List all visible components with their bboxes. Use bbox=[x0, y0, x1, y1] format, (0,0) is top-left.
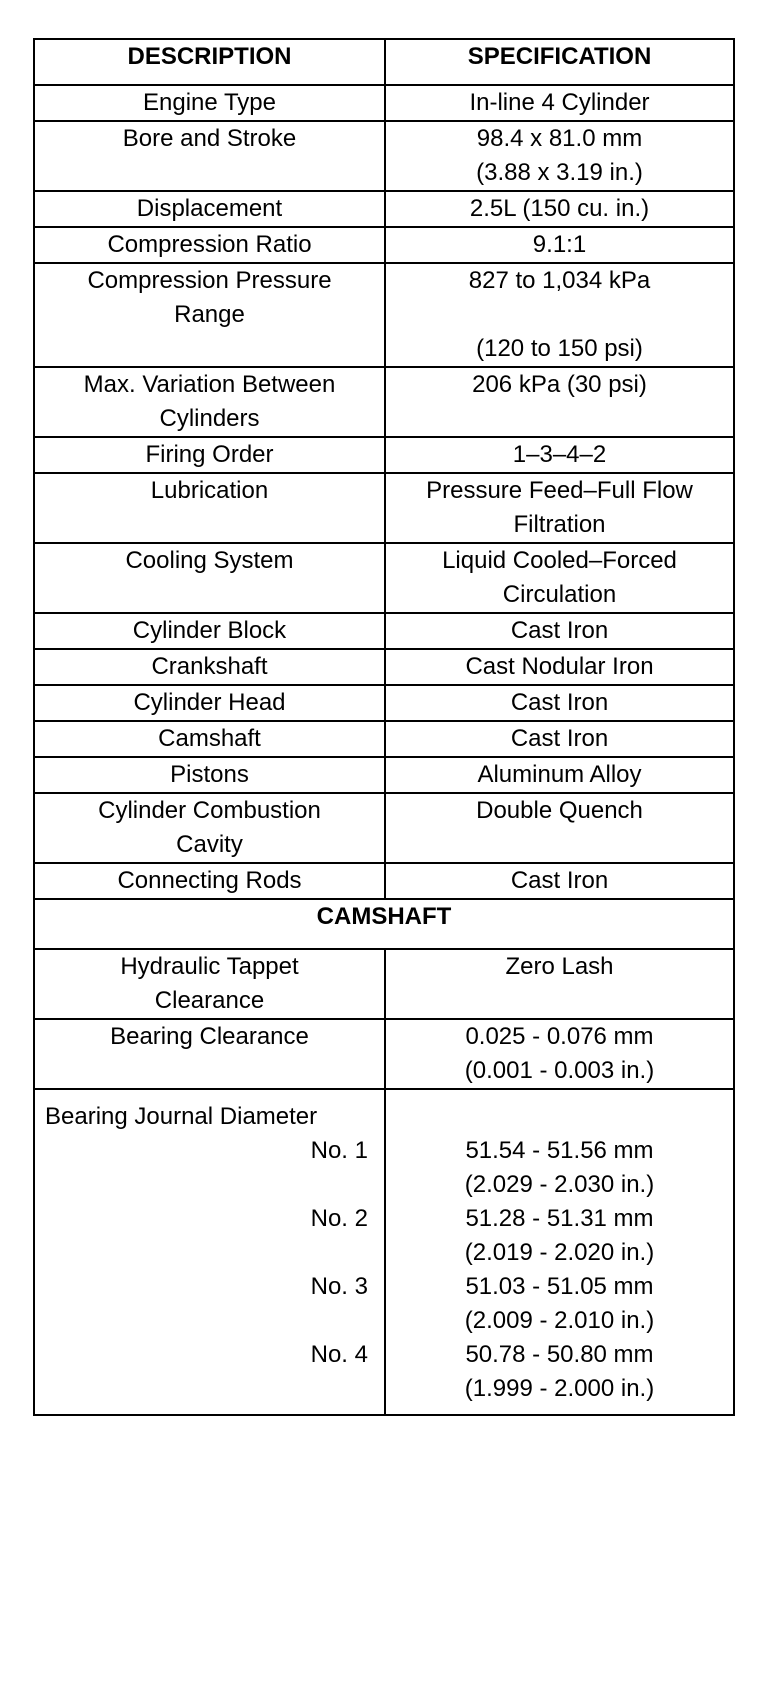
description-text: Cooling System bbox=[125, 547, 294, 574]
description-cell bbox=[34, 721, 385, 757]
journal-inch-value: (1.999 - 2.000 in.) bbox=[464, 1375, 655, 1402]
description-text: Lubrication bbox=[150, 477, 269, 504]
description-text: Firing Order bbox=[145, 441, 274, 468]
description-text: Pistons bbox=[170, 761, 249, 788]
specification-text: Filtration bbox=[513, 511, 606, 538]
description-text: Cylinder Head bbox=[133, 689, 286, 716]
spec-row bbox=[34, 437, 734, 473]
description-cell bbox=[34, 757, 385, 793]
spec-row bbox=[34, 1019, 734, 1089]
specification-cell bbox=[385, 649, 734, 685]
journal-mm-value: 51.54 - 51.56 mm bbox=[465, 1137, 654, 1164]
description-header: DESCRIPTION bbox=[34, 39, 385, 85]
description-cell bbox=[34, 191, 385, 227]
specification-cell bbox=[385, 85, 734, 121]
specification-cell bbox=[385, 685, 734, 721]
specification-cell bbox=[385, 721, 734, 757]
camshaft-section-row bbox=[34, 899, 734, 949]
journal-row bbox=[34, 1089, 734, 1415]
specification-cell bbox=[385, 793, 734, 863]
journal-inch-value: (2.009 - 2.010 in.) bbox=[464, 1307, 655, 1334]
description-text: Crankshaft bbox=[151, 653, 268, 680]
camshaft-rows bbox=[34, 949, 734, 1089]
specification-cell bbox=[385, 367, 734, 437]
specification-text: 206 kPa (30 psi) bbox=[472, 371, 647, 398]
spec-row bbox=[34, 85, 734, 121]
specification-text: 2.5L (150 cu. in.) bbox=[469, 195, 650, 222]
journal-number-label: No. 1 bbox=[310, 1137, 368, 1164]
specification-text: Cast Nodular Iron bbox=[465, 653, 654, 680]
specification-cell bbox=[385, 543, 734, 613]
specification-text: (3.88 x 3.19 in.) bbox=[476, 159, 643, 186]
description-cell bbox=[34, 473, 385, 543]
specification-cell bbox=[385, 227, 734, 263]
specification-cell bbox=[385, 191, 734, 227]
spec-row bbox=[34, 721, 734, 757]
specification-text: Cast Iron bbox=[510, 867, 609, 894]
description-cell bbox=[34, 367, 385, 437]
specification-cell bbox=[385, 949, 734, 1019]
spec-row bbox=[34, 949, 734, 1019]
spec-row bbox=[34, 649, 734, 685]
spec-row bbox=[34, 757, 734, 793]
specification-cell bbox=[385, 613, 734, 649]
description-text: Clearance bbox=[154, 987, 265, 1014]
description-text: Cylinders bbox=[159, 405, 260, 432]
description-cell bbox=[34, 263, 385, 367]
journal-specification-cell bbox=[385, 1089, 734, 1415]
description-text: Connecting Rods bbox=[117, 867, 302, 894]
specification-cell bbox=[385, 121, 734, 191]
specification-text: (0.001 - 0.003 in.) bbox=[464, 1057, 655, 1084]
journal-inch-value: (2.019 - 2.020 in.) bbox=[464, 1239, 655, 1266]
specification-text: Pressure Feed–Full Flow bbox=[426, 477, 693, 504]
description-cell bbox=[34, 793, 385, 863]
specification-cell bbox=[385, 473, 734, 543]
spec-row bbox=[34, 613, 734, 649]
description-cell bbox=[34, 543, 385, 613]
specification-text: Cast Iron bbox=[510, 617, 609, 644]
specification-cell bbox=[385, 757, 734, 793]
description-cell bbox=[34, 437, 385, 473]
description-text: Compression Pressure bbox=[87, 267, 332, 294]
journal-inch-value: (2.029 - 2.030 in.) bbox=[464, 1171, 655, 1198]
specification-text: 98.4 x 81.0 mm bbox=[476, 125, 643, 152]
specification-cell bbox=[385, 437, 734, 473]
specification-text: Double Quench bbox=[476, 797, 643, 824]
specification-text: Cast Iron bbox=[510, 725, 609, 752]
header-row bbox=[34, 39, 734, 85]
specification-cell bbox=[385, 1019, 734, 1089]
specification-text: Circulation bbox=[502, 581, 617, 608]
spec-row bbox=[34, 473, 734, 543]
description-text: Displacement bbox=[136, 195, 283, 222]
description-text: Max. Variation Between bbox=[83, 371, 336, 398]
spec-row bbox=[34, 793, 734, 863]
description-cell bbox=[34, 949, 385, 1019]
specification-header: SPECIFICATION bbox=[385, 39, 734, 85]
specification-text: 0.025 - 0.076 mm bbox=[465, 1023, 654, 1050]
description-cell bbox=[34, 685, 385, 721]
specification-cell bbox=[385, 263, 734, 367]
description-cell bbox=[34, 121, 385, 191]
engine-spec-table bbox=[33, 38, 735, 1416]
specification-text: Cast Iron bbox=[510, 689, 609, 716]
specification-text: (120 to 150 psi) bbox=[476, 335, 643, 362]
journal-mm-value: 50.78 - 50.80 mm bbox=[465, 1341, 654, 1368]
spec-row bbox=[34, 227, 734, 263]
specification-cell bbox=[385, 863, 734, 899]
description-text: Compression Ratio bbox=[107, 231, 312, 258]
description-text: Bore and Stroke bbox=[122, 125, 297, 152]
description-cell bbox=[34, 1019, 385, 1089]
description-text: Cylinder Block bbox=[132, 617, 287, 644]
specification-text: Zero Lash bbox=[505, 953, 614, 980]
description-text: Hydraulic Tappet bbox=[120, 953, 299, 980]
specification-text: Aluminum Alloy bbox=[477, 761, 642, 788]
specification-text: Liquid Cooled–Forced bbox=[442, 547, 677, 574]
main-rows bbox=[34, 85, 734, 899]
specification-text: 827 to 1,034 kPa bbox=[468, 267, 651, 294]
description-cell bbox=[34, 613, 385, 649]
description-text: Cylinder Combustion bbox=[98, 797, 321, 824]
spec-row bbox=[34, 863, 734, 899]
description-cell bbox=[34, 863, 385, 899]
journal-number-label: No. 3 bbox=[310, 1273, 368, 1300]
journal-number-label: No. 4 bbox=[310, 1341, 368, 1368]
spec-row bbox=[34, 543, 734, 613]
description-cell bbox=[34, 85, 385, 121]
journal-description-cell bbox=[34, 1089, 385, 1415]
specification-text: In-line 4 Cylinder bbox=[469, 89, 650, 116]
description-text: Cavity bbox=[176, 831, 243, 858]
spec-row bbox=[34, 121, 734, 191]
spec-row bbox=[34, 685, 734, 721]
journal-title: Bearing Journal Diameter bbox=[45, 1103, 318, 1130]
blank-line bbox=[392, 298, 727, 332]
specification-text: 9.1:1 bbox=[532, 231, 587, 258]
description-cell bbox=[34, 227, 385, 263]
spec-row bbox=[34, 263, 734, 367]
journal-number-label: No. 2 bbox=[310, 1205, 368, 1232]
specification-text: 1–3–4–2 bbox=[512, 441, 607, 468]
description-text: Engine Type bbox=[143, 89, 276, 116]
description-text: Camshaft bbox=[158, 725, 261, 752]
camshaft-section-title: CAMSHAFT bbox=[34, 899, 734, 949]
description-cell bbox=[34, 649, 385, 685]
journal-mm-value: 51.28 - 51.31 mm bbox=[465, 1205, 654, 1232]
journal-mm-value: 51.03 - 51.05 mm bbox=[465, 1273, 654, 1300]
spec-row bbox=[34, 191, 734, 227]
description-text: Range bbox=[174, 301, 245, 328]
spec-row bbox=[34, 367, 734, 437]
description-text: Bearing Clearance bbox=[110, 1023, 309, 1050]
